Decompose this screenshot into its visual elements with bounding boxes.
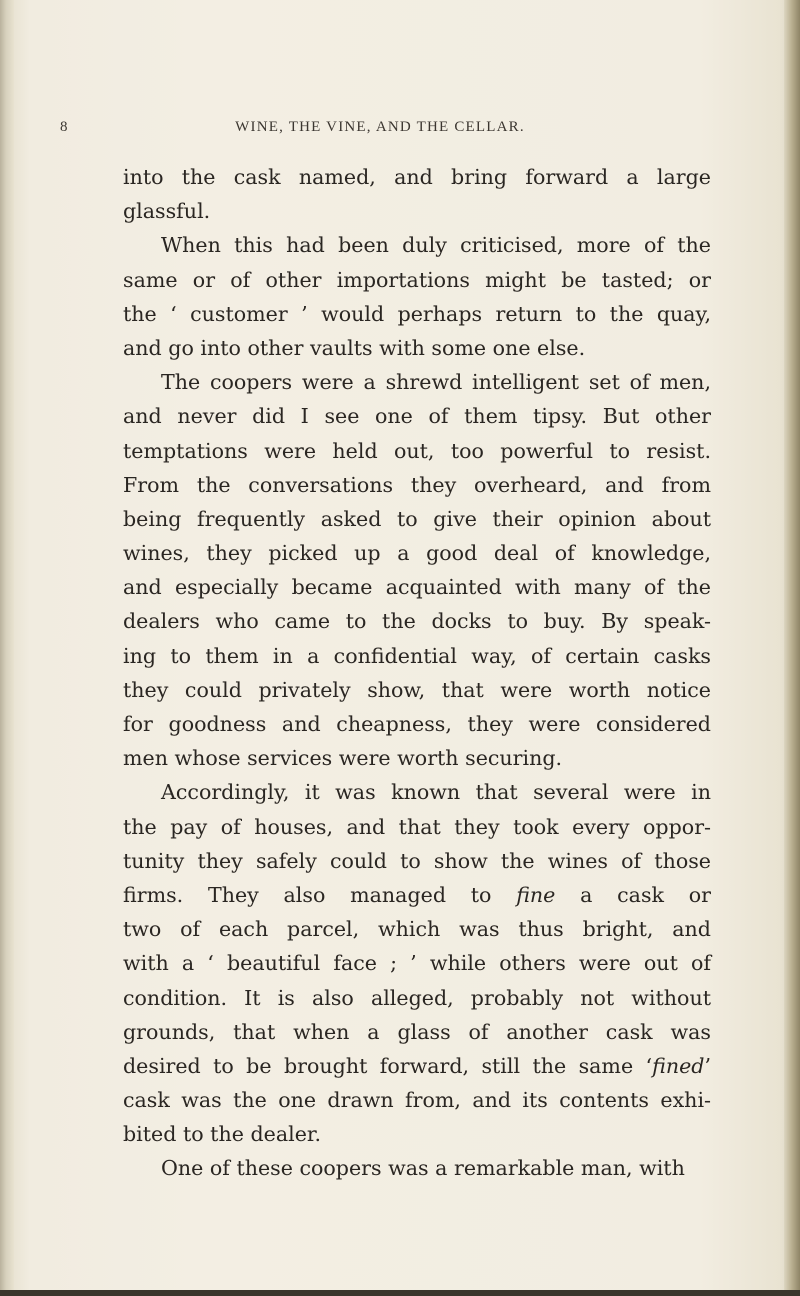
text-line: the ‘ customer ’ would perhaps return to the quay, <box>123 301 711 326</box>
page-bottom-edge <box>0 1290 800 1296</box>
text-line: the pay of houses, and that they took every oppor- <box>123 814 711 839</box>
body-text <box>123 160 711 1186</box>
text-segment: ’ <box>704 1053 711 1078</box>
text-line: glassful. <box>123 199 211 224</box>
page-number: 8 <box>60 119 69 135</box>
text-line: into the cask named, and bring forward a large <box>123 165 711 189</box>
text-line: men whose services were worth securing. <box>123 746 563 771</box>
text-line <box>123 1049 711 1083</box>
text-line: condition. It is also alleged, probably not without <box>123 985 711 1010</box>
text-line: with a ‘ beautiful face ; ’ while others were out of <box>123 951 711 976</box>
text-line: and especially became acquainted with many of the <box>123 575 711 600</box>
text-line: tunity they safely could to show the wines of those <box>123 848 711 873</box>
text-line: same or of other importations might be tasted; or <box>123 267 711 292</box>
text-line: bited to the dealer. <box>123 1122 322 1147</box>
text-line: ing to them in a confidential way, of certain casks <box>123 643 711 668</box>
text-line: From the conversations they overheard, and from <box>123 472 711 497</box>
italic-word-fined: fined <box>652 1053 705 1078</box>
text-line: and never did I see one of them tipsy. But other <box>123 404 711 429</box>
running-title: WINE, THE VINE, AND THE CELLAR. <box>235 119 525 135</box>
page-right-edge <box>784 0 800 1296</box>
text-line <box>123 878 711 912</box>
page-left-edge <box>0 0 14 1296</box>
paragraph-start: When this had been duly criticised, more of the <box>161 233 711 258</box>
text-line: they could privately show, that were worth notice <box>123 677 711 702</box>
text-segment: firms. They also managed to <box>123 882 517 907</box>
paragraph-start: One of these coopers was a remarkable man, with <box>161 1156 685 1181</box>
text-line: and go into other vaults with some one else. <box>123 335 586 360</box>
paragraph-start: The coopers were a shrewd intelligent set of men, <box>161 370 711 395</box>
text-segment: a cask or <box>555 882 711 907</box>
text-line: being frequently asked to give their opinion about <box>123 506 711 531</box>
text-line: two of each parcel, which was thus bright, and <box>123 917 711 942</box>
text-line: for goodness and cheapness, they were considered <box>123 712 711 736</box>
text-line: cask was the one drawn from, and its contents exhi- <box>123 1088 711 1113</box>
text-segment: desired to be brought forward, still the same ‘ <box>123 1053 653 1078</box>
page-header <box>60 119 700 143</box>
italic-word-fine: fine <box>516 882 556 907</box>
text-line: grounds, that when a glass of another cask was <box>123 1019 711 1044</box>
paragraph-start: Accordingly, it was known that several were in <box>161 780 711 805</box>
text-line: dealers who came to the docks to buy. By speak- <box>123 609 711 634</box>
text-line: wines, they picked up a good deal of knowledge, <box>123 541 711 566</box>
text-line: temptations were held out, too powerful to resist. <box>123 438 711 463</box>
